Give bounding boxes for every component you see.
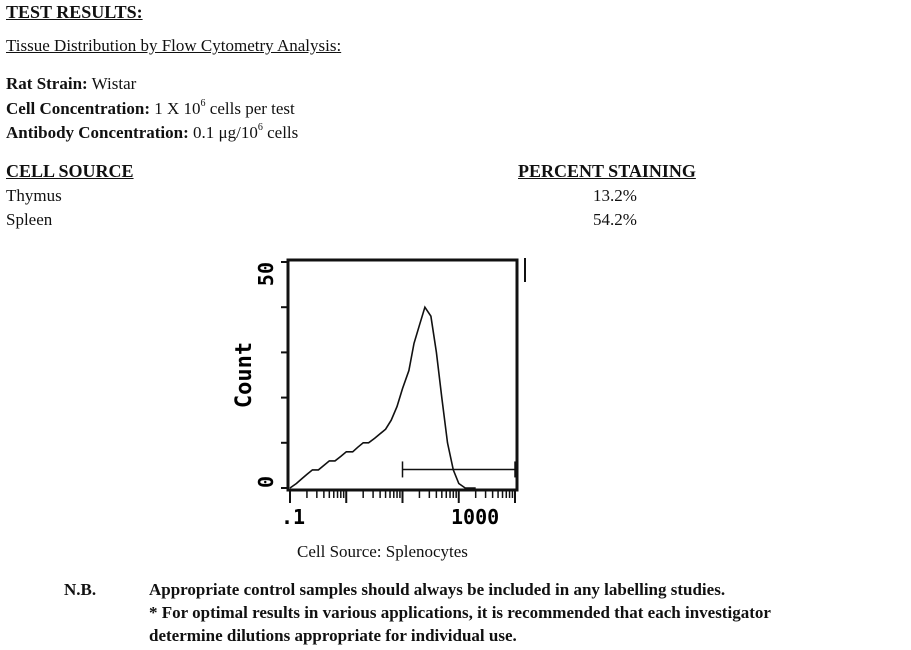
col-header-cell-source: CELL SOURCE — [6, 161, 134, 181]
plot-frame — [288, 260, 517, 490]
note-line-1: Appropriate control samples should always be included in any labelling studies. — [149, 580, 726, 599]
row-spleen-source: Spleen — [6, 210, 53, 229]
y-tick-label-0: 0 — [254, 475, 278, 488]
page-title: TEST RESULTS: — [6, 2, 143, 22]
cell-conc-suffix: cells per test — [205, 99, 295, 118]
subtitle-colon: : — [336, 36, 342, 55]
chart-caption: Cell Source: Splenocytes — [297, 542, 468, 561]
row-thymus-source: Thymus — [6, 186, 62, 205]
antibody-conc-exponent: 6 — [257, 122, 263, 133]
cell-conc-exponent: 6 — [200, 98, 206, 109]
antibody-conc-suffix: cells — [262, 123, 299, 142]
row-spleen-percent: 54.2% — [593, 210, 637, 229]
antibody-concentration-label: Antibody Concentration: — [6, 123, 189, 142]
row-thymus-percent: 13.2% — [593, 186, 637, 205]
subtitle-text: Tissue Distribution by Flow Cytometry Analysis — [6, 36, 337, 55]
note-line-3: determine dilutions appropriate for individual use. — [149, 626, 517, 645]
rat-strain-value: Wistar — [91, 74, 137, 93]
cell-conc-prefix: 1 X 10 — [154, 99, 201, 118]
rat-strain-label: Rat Strain: — [6, 74, 88, 93]
col-header-percent-staining: PERCENT STAINING — [518, 161, 696, 181]
antibody-conc-prefix: 0.1 μg/10 — [193, 123, 258, 142]
note-line-2: * For optimal results in various applications, it is recommended that each investigator — [149, 603, 771, 622]
y-axis-label: Count — [232, 341, 257, 409]
y-tick-label-50: 50 — [254, 262, 278, 287]
cell-concentration-label: Cell Concentration: — [6, 99, 151, 118]
x-tick-label-0.1: .1 — [281, 505, 306, 529]
histogram-series-line — [290, 307, 476, 488]
x-tick-label-1000: 1000 — [451, 505, 500, 529]
notes-label: N.B. — [64, 580, 97, 599]
